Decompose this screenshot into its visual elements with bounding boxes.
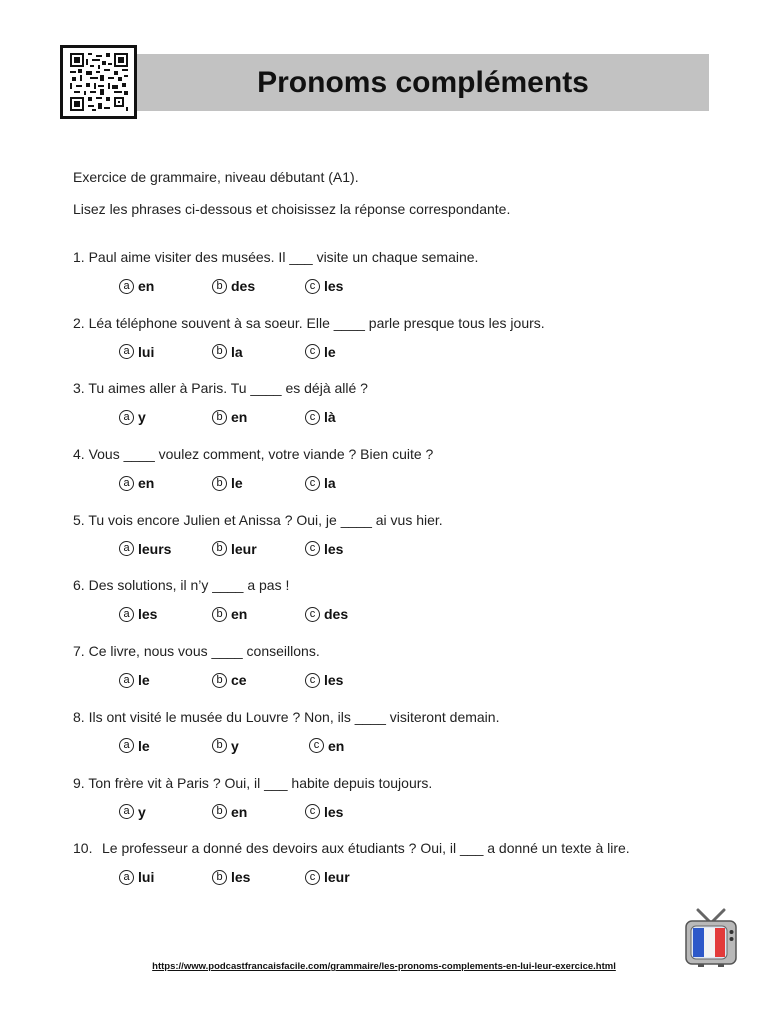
option-label: le xyxy=(231,475,243,492)
question-4 xyxy=(73,446,713,512)
option-label: en xyxy=(138,475,155,492)
option-letter-b: b xyxy=(212,870,227,885)
option-label: les xyxy=(324,540,344,557)
question-text xyxy=(73,577,713,606)
question-sentence: Ton frère vit à Paris ? Oui, il ___ habite depuis toujours. xyxy=(88,774,433,791)
question-number: 9. xyxy=(73,774,85,791)
option-a[interactable] xyxy=(119,409,146,425)
question-text xyxy=(73,249,713,278)
question-number: 10. xyxy=(73,840,93,857)
option-letter-c: c xyxy=(309,738,324,753)
option-letter-c: c xyxy=(305,476,320,491)
option-letter-a: a xyxy=(119,870,134,885)
option-c[interactable] xyxy=(305,869,350,885)
option-b[interactable] xyxy=(212,278,255,294)
question-list xyxy=(73,249,713,906)
option-a[interactable] xyxy=(119,606,157,622)
option-letter-b: b xyxy=(212,344,227,359)
podcast-tv-logo-icon xyxy=(684,908,738,968)
option-letter-c: c xyxy=(305,804,320,819)
option-b[interactable] xyxy=(212,344,243,360)
option-label: les xyxy=(324,672,344,689)
option-a[interactable] xyxy=(119,541,171,557)
qr-code-icon xyxy=(70,53,128,111)
option-label: le xyxy=(138,672,150,689)
option-label: les xyxy=(324,278,344,294)
question-number: 5. xyxy=(73,511,85,528)
option-letter-c: c xyxy=(305,344,320,359)
option-label: en xyxy=(231,606,248,623)
question-sentence: Léa téléphone souvent à sa soeur. Elle ____ parle presque tous les jours. xyxy=(88,314,545,331)
question-sentence: Le professeur a donné des devoirs aux étudiants ? Oui, il ___ a donné un texte à lire. xyxy=(102,840,630,857)
question-text xyxy=(73,709,713,738)
question-text xyxy=(73,512,713,541)
option-letter-b: b xyxy=(212,476,227,491)
intro-instructions: Lisez les phrases ci-dessous et choisissez la réponse correspondante. xyxy=(73,201,511,217)
option-label: les xyxy=(231,869,251,886)
option-label: la xyxy=(231,343,243,360)
option-letter-b: b xyxy=(212,279,227,294)
question-text xyxy=(73,775,713,804)
question-9 xyxy=(73,775,713,841)
option-a[interactable] xyxy=(119,869,154,885)
option-letter-b: b xyxy=(212,673,227,688)
option-c[interactable] xyxy=(305,804,343,820)
option-letter-a: a xyxy=(119,410,134,425)
question-3 xyxy=(73,380,713,446)
option-c[interactable] xyxy=(305,541,343,557)
option-c[interactable] xyxy=(305,475,336,491)
option-c[interactable] xyxy=(305,278,343,294)
question-1 xyxy=(73,249,713,315)
option-label: les xyxy=(138,606,158,623)
intro-level: Exercice de grammaire, niveau débutant (A1). xyxy=(73,169,359,185)
title-bar xyxy=(137,54,709,111)
option-b[interactable] xyxy=(212,738,239,754)
option-b[interactable] xyxy=(212,804,247,820)
page-title: Pronoms compléments xyxy=(257,65,589,99)
source-link[interactable]: https://www.podcastfrancaisfacile.com/grammaire/les-pronoms-complements-en-lui-leur-exercice.html xyxy=(152,961,616,972)
option-b[interactable] xyxy=(212,606,247,622)
question-7 xyxy=(73,643,713,709)
option-label: y xyxy=(138,409,146,426)
option-label: en xyxy=(231,803,248,820)
question-text xyxy=(73,840,713,869)
option-b[interactable] xyxy=(212,409,247,425)
option-label: leurs xyxy=(138,540,172,557)
option-label: des xyxy=(324,606,349,623)
option-b[interactable] xyxy=(212,475,243,491)
answer-options xyxy=(73,672,713,692)
option-letter-c: c xyxy=(305,410,320,425)
question-number: 6. xyxy=(73,577,85,594)
option-letter-b: b xyxy=(212,410,227,425)
question-number: 2. xyxy=(73,314,85,331)
option-letter-a: a xyxy=(119,476,134,491)
option-letter-a: a xyxy=(119,344,134,359)
question-sentence: Tu aimes aller à Paris. Tu ____ es déjà allé ? xyxy=(88,380,368,397)
qr-code xyxy=(60,45,137,119)
option-label: le xyxy=(324,343,336,360)
option-letter-b: b xyxy=(212,804,227,819)
question-text xyxy=(73,315,713,344)
question-6 xyxy=(73,577,713,643)
option-letter-a: a xyxy=(119,738,134,753)
option-b[interactable] xyxy=(212,869,250,885)
option-label: lui xyxy=(138,869,155,886)
answer-options xyxy=(73,606,713,626)
question-text xyxy=(73,446,713,475)
option-a[interactable] xyxy=(119,672,150,688)
option-letter-a: a xyxy=(119,804,134,819)
question-number: 3. xyxy=(73,380,85,397)
question-sentence: Ce livre, nous vous ____ conseillons. xyxy=(88,643,320,660)
answer-options xyxy=(73,475,713,495)
answer-options xyxy=(73,869,713,889)
question-10 xyxy=(73,840,713,906)
option-a[interactable] xyxy=(119,475,154,491)
answer-options xyxy=(73,278,713,298)
option-a[interactable] xyxy=(119,804,146,820)
option-b[interactable] xyxy=(212,541,257,557)
question-text xyxy=(73,380,713,409)
question-2 xyxy=(73,315,713,381)
option-label: leur xyxy=(231,540,257,557)
answer-options xyxy=(73,804,713,824)
question-8 xyxy=(73,709,713,775)
option-a[interactable] xyxy=(119,278,154,294)
option-letter-b: b xyxy=(212,607,227,622)
option-letter-c: c xyxy=(305,607,320,622)
answer-options xyxy=(73,409,713,429)
option-letter-b: b xyxy=(212,738,227,753)
answer-options xyxy=(73,344,713,364)
question-5 xyxy=(73,512,713,578)
option-label: en xyxy=(328,737,345,754)
option-label: ce xyxy=(231,672,247,689)
question-sentence: Tu vois encore Julien et Anissa ? Oui, je ____ ai vus hier. xyxy=(88,511,443,528)
option-c[interactable] xyxy=(305,409,336,425)
option-c[interactable] xyxy=(305,672,343,688)
question-number: 8. xyxy=(73,708,85,725)
option-label: leur xyxy=(324,869,350,886)
question-text xyxy=(73,643,713,672)
option-a[interactable] xyxy=(119,344,154,360)
option-letter-c: c xyxy=(305,870,320,885)
option-label: y xyxy=(138,803,146,820)
question-sentence: Ils ont visité le musée du Louvre ? Non, ils ____ visiteront demain. xyxy=(88,708,500,725)
question-number: 4. xyxy=(73,446,85,463)
option-letter-a: a xyxy=(119,541,134,556)
option-label: en xyxy=(138,278,155,294)
option-label: les xyxy=(324,803,344,820)
answer-options xyxy=(73,738,713,758)
option-label: là xyxy=(324,409,336,426)
option-c[interactable] xyxy=(305,606,348,622)
option-label: en xyxy=(231,409,248,426)
option-letter-a: a xyxy=(119,673,134,688)
option-letter-c: c xyxy=(305,673,320,688)
question-number: 7. xyxy=(73,643,85,660)
answer-options xyxy=(73,541,713,561)
question-sentence: Paul aime visiter des musées. Il ___ visite un chaque semaine. xyxy=(88,249,479,265)
option-letter-a: a xyxy=(119,279,134,294)
option-label: y xyxy=(231,737,239,754)
option-letter-b: b xyxy=(212,541,227,556)
option-letter-a: a xyxy=(119,607,134,622)
option-c[interactable] xyxy=(309,738,344,754)
option-label: lui xyxy=(138,343,155,360)
option-a[interactable] xyxy=(119,738,150,754)
question-sentence: Des solutions, il n’y ____ a pas ! xyxy=(88,577,290,594)
option-c[interactable] xyxy=(305,344,336,360)
option-label: des xyxy=(231,278,256,294)
question-sentence: Vous ____ voulez comment, votre viande ? Bien cuite ? xyxy=(88,446,434,463)
source-link-row xyxy=(0,961,768,972)
option-label: la xyxy=(324,475,336,492)
question-number: 1. xyxy=(73,249,85,265)
option-letter-c: c xyxy=(305,279,320,294)
option-label: le xyxy=(138,737,150,754)
option-b[interactable] xyxy=(212,672,247,688)
option-letter-c: c xyxy=(305,541,320,556)
